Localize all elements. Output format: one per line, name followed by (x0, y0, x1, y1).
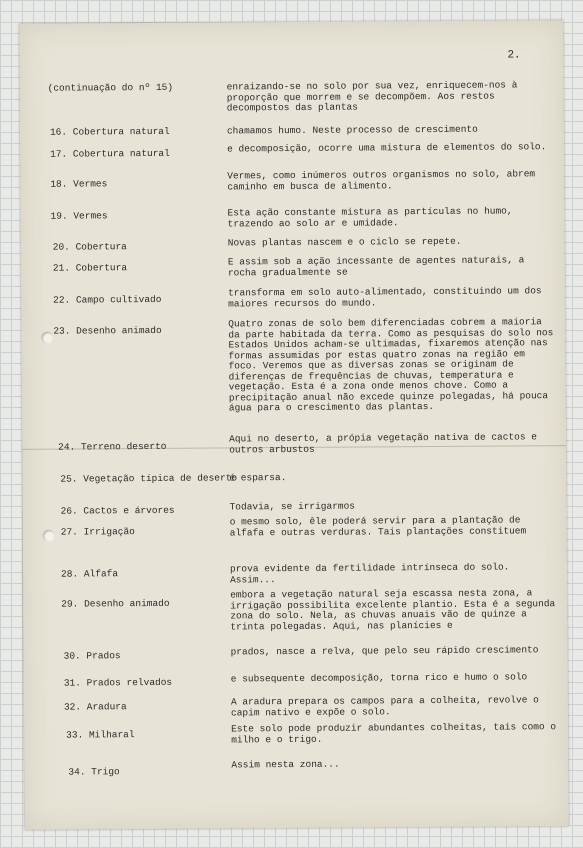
narration-text: E assim sob a ação incessante de agentes naturais, a rocha gradualmente se (227, 254, 531, 278)
narration-text: Quatro zonas de solo bem diferenciadas cobrem a maioria da parte habitada da terra. Como as pesquisas do solo nos Estados Unidos acham-se ultimadas, fixaremos atenção nas formas assumidas por estas quatro zonas na região em foco. Veremos que as diversas zonas se originam de diferenças de frequências de chuvas, temperatura e vegetação. Esta é a zona onde menos chove. Como a precipitação anual não excede quinze polegadas, há pouca água para o crescimento das plantas. (228, 316, 560, 414)
narration-text: Todavia, se irrigarmos (229, 500, 356, 513)
narration-text: Este solo pode produzir abundantes colheitas, tais como o milho e o trigo. (231, 721, 562, 745)
scene-label: 25. Vegetação típica de deserto (60, 472, 238, 485)
punch-hole-top (41, 332, 53, 344)
scene-label: 18. Vermes (50, 178, 108, 190)
scene-label: 32. Aradura (63, 701, 127, 713)
narration-text: embora a vegetação natural seja escassa nesta zona, a irrigação possibilita excelente plantio. Esta é a segunda zona do solo. Nela, as chuvas anuais vão de quinze a trinta polegadas. Aqui, nas planícies e (230, 587, 561, 632)
scene-label: 30. Prados (63, 650, 121, 662)
narration-text: e subsequente decomposição, torna rico e humo o solo (230, 671, 528, 685)
punch-hole-bottom (43, 530, 55, 542)
narration-text: prados, nasce a relva, que pelo seu rápido crescimento (230, 644, 539, 658)
scene-label: 27. Irrigação (60, 526, 135, 538)
scene-label: 29. Desenho animado (61, 597, 170, 610)
narration-text: Vermes, como inúmeros outros organismos no solo, abrem caminho em busca de alimento. (227, 168, 541, 192)
narration-text: o mesmo solo, êle poderá servir para a plantação de alfafa e outras verduras. Tais plantações constituem (229, 514, 527, 538)
scene-label: 16. Cobertura natural (49, 125, 170, 138)
narration-text: Novas plantas nascem e o ciclo se repete. (227, 235, 462, 249)
scene-label: 22. Campo cultivado (53, 293, 162, 306)
narration-text: Assim nesta zona... (231, 758, 340, 771)
scene-label: 19. Vermes (50, 210, 108, 222)
narration-text: prova evidente da fertilidade intrínseca do solo. Assim... (229, 561, 516, 585)
scene-label: 26. Cactos e árvores (60, 504, 175, 517)
scene-label: 17. Cobertura natural (50, 147, 170, 160)
scene-label: 24. Terreno deserto (58, 440, 167, 453)
scene-label: 21. Cobertura (52, 262, 128, 274)
narration-text: enraizando-se no solo por sua vez, enriquecem-nos à proporção que morrem e se decompõem. Aos restos decompostos das plantas (226, 79, 524, 114)
scene-label: 31. Prados relvados (63, 676, 173, 689)
scene-label: 23. Desenho animado (53, 324, 162, 337)
narration-text: Esta ação constante mistura as partículas no humo, trazendo ao solo ar e umidade. (227, 205, 519, 229)
page-number: 2. (507, 49, 521, 62)
script-table (19, 20, 563, 778)
narration-text: e decomposição, ocorre uma mistura de elementos do solo. (227, 141, 547, 155)
narration-text: chamamos humo. Neste processo de crescimento (226, 123, 478, 137)
typed-page (19, 20, 569, 830)
scene-label: 28. Alfafa (60, 568, 119, 580)
narration-text: transforma em solo auto-alimentado, constituindo um dos maiores recursos do mundo. (228, 285, 548, 309)
scene-label: 33. Milharal (66, 729, 135, 741)
scene-label: 34. Trigo (68, 766, 120, 778)
narration-text: é esparsa. (229, 472, 287, 484)
scene-label: 20. Cobertura (52, 241, 127, 253)
scene-label: (continuação do nº 15) (47, 81, 174, 94)
narration-text: A aradura prepara os campos para a colheita, revolve o capim nativo e expõe o solo. (230, 694, 545, 718)
narration-text: Aqui no deserto, a própia vegetação nativa de cactos e outros arbustos (229, 431, 543, 455)
